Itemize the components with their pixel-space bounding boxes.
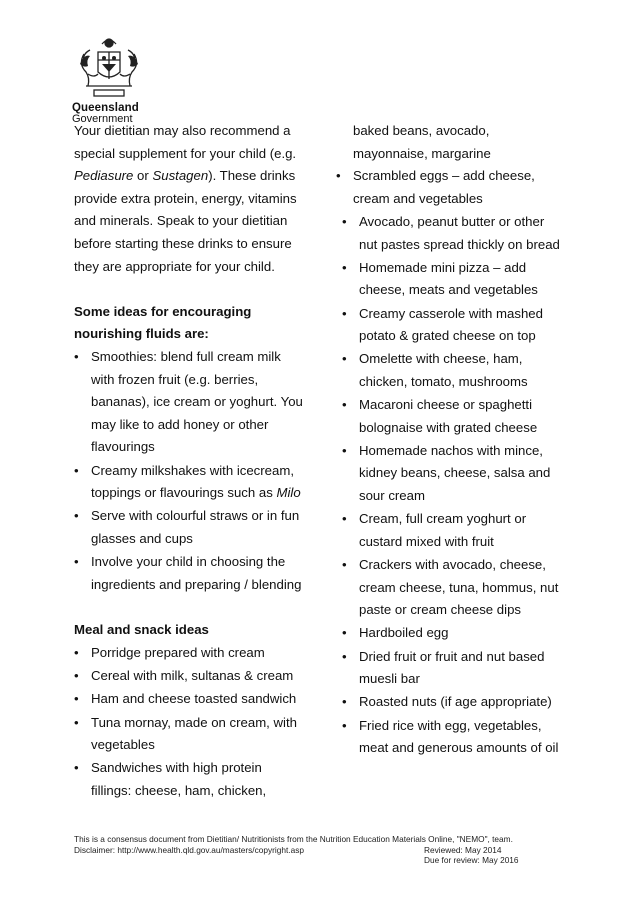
list-item-line: vegetables	[91, 737, 155, 753]
brand-sustagen: Sustagen	[152, 168, 209, 184]
bullet-icon: •	[336, 168, 341, 184]
list-item-line: Homemade nachos with mince,	[359, 442, 543, 458]
intro-paragraph	[74, 120, 314, 278]
footer-row	[74, 855, 564, 866]
list-item-line: meat and generous amounts of oil	[359, 740, 559, 756]
list-item-line: ingredients and preparing / blending	[91, 576, 302, 592]
continued-text	[336, 120, 576, 165]
list-item-line: Fried rice with egg, vegetables,	[359, 717, 542, 733]
list-item-line: cream cheese, tuna, hommus, nut	[359, 579, 559, 595]
list-item-line: Roasted nuts (if age appropriate)	[359, 694, 552, 710]
bullet-icon: •	[74, 645, 79, 661]
bullet-icon: •	[74, 554, 79, 570]
bullet-icon: •	[342, 648, 347, 664]
list-item-line: Avocado, peanut butter or other	[359, 213, 545, 229]
list-item-line: kidney beans, cheese, salsa and	[359, 465, 551, 481]
list-item-line: bananas), ice cream or yoghurt. You	[91, 394, 303, 410]
list-item-line: Scrambled eggs – add cheese,	[353, 168, 535, 184]
left-column	[74, 120, 314, 803]
list-item	[342, 715, 576, 760]
fluids-heading-line: nourishing fluids are:	[74, 326, 209, 342]
intro-line: Your dietitian may also recommend a	[74, 123, 291, 138]
bullet-icon: •	[74, 691, 79, 707]
list-item-line: Homemade mini pizza – add	[359, 259, 527, 275]
list-item-line: sour cream	[359, 488, 425, 504]
list-item	[74, 757, 314, 802]
list-item-line: Ham and cheese toasted sandwich	[91, 691, 297, 707]
list-item	[342, 394, 576, 439]
list-item	[342, 211, 576, 256]
list-item-line: Creamy milkshakes with icecream,	[91, 462, 294, 478]
bullet-icon: •	[74, 714, 79, 730]
list-item-line: paste or cream cheese dips	[359, 602, 521, 618]
right-column	[336, 120, 576, 760]
intro-line: they are appropriate for your child.	[74, 258, 275, 274]
fluids-heading	[74, 301, 314, 346]
meal-heading: Meal and snack ideas	[74, 622, 209, 638]
list-item	[74, 642, 314, 665]
list-item-line: chicken, tomato, mushrooms	[359, 373, 528, 389]
list-item	[342, 691, 576, 714]
footer-row	[74, 845, 564, 856]
list-item-line: cheese, meats and vegetables	[359, 282, 538, 298]
list-item	[336, 165, 576, 210]
list-item-line: may like to add honey or other	[91, 416, 269, 432]
fluids-list	[74, 346, 314, 596]
list-item	[342, 348, 576, 393]
logo-wordmark-queensland: Queensland	[72, 102, 139, 114]
continued-line: mayonnaise, margarine	[353, 145, 491, 161]
list-item	[342, 622, 576, 645]
footer-due: Due for review: May 2016	[424, 855, 519, 865]
bullet-icon: •	[342, 557, 347, 573]
list-item-line: Cereal with milk, sultanas & cream	[91, 668, 294, 684]
list-item-line: with frozen fruit (e.g. berries,	[91, 371, 259, 387]
list-item-line: Porridge prepared with cream	[91, 645, 265, 661]
list-item-line: Cream, full cream yoghurt or	[359, 511, 527, 527]
list-item-line: Crackers with avocado, cheese,	[359, 557, 546, 573]
list-item-line: Involve your child in choosing the	[91, 554, 286, 570]
list-item-line: Hardboiled egg	[359, 625, 449, 641]
intro-or: or	[133, 168, 153, 184]
meals-list	[74, 642, 314, 803]
bullet-icon: •	[74, 760, 79, 776]
list-item-line: Creamy casserole with mashed	[359, 305, 543, 321]
bullet-icon: •	[342, 397, 347, 413]
list-item	[74, 505, 314, 550]
list-item-line: Serve with colourful straws or in fun	[91, 508, 300, 524]
list-item	[342, 257, 576, 302]
bullet-icon: •	[342, 625, 347, 641]
bullet-icon: •	[74, 462, 79, 478]
bullet-icon: •	[342, 511, 347, 527]
footer-reviewed: Reviewed: May 2014	[424, 844, 502, 855]
intro-line: and minerals. Speak to your dietitian	[74, 213, 288, 229]
logo-wordmark-government: Government	[72, 113, 133, 125]
fluids-heading-line: Some ideas for encouraging	[74, 303, 252, 319]
list-item-line: Sandwiches with high protein	[91, 760, 262, 776]
footer-consensus: This is a consensus document from Dietitian/ Nutritionists from the Nutrition Education Materials Online, "NEMO", team.	[74, 834, 513, 844]
list-item	[342, 646, 576, 691]
list-item-line: potato & grated cheese on top	[359, 328, 536, 344]
list-item-line: fillings: cheese, ham, chicken,	[91, 782, 267, 798]
list-item-line: Dried fruit or fruit and nut based	[359, 648, 545, 664]
bullet-icon: •	[342, 351, 347, 367]
list-item-line: toppings or flavourings such as	[91, 485, 277, 501]
list-item	[74, 712, 314, 757]
list-item	[342, 440, 576, 508]
brand-milo: Milo	[276, 485, 301, 501]
bullet-icon: •	[74, 668, 79, 684]
list-item	[342, 303, 576, 348]
continued-line: baked beans, avocado,	[353, 123, 490, 138]
list-item	[342, 508, 576, 553]
intro-line: special supplement for your child (e.g.	[74, 145, 297, 161]
list-item-line: Macaroni cheese or spaghetti	[359, 397, 533, 413]
list-item	[74, 665, 314, 688]
bullet-icon: •	[342, 442, 347, 458]
list-item	[74, 688, 314, 711]
coat-of-arms-icon	[72, 34, 146, 102]
list-item-line: bolognaise with grated cheese	[359, 419, 538, 435]
list-item-line: Tuna mornay, made on cream, with	[91, 714, 297, 730]
intro-after: ). These drinks	[208, 168, 296, 184]
list-item	[74, 346, 314, 459]
list-item-line: muesli bar	[359, 671, 420, 687]
list-item-line: nut pastes spread thickly on bread	[359, 236, 560, 252]
brand-pediasure: Pediasure	[74, 168, 134, 184]
bullet-icon: •	[74, 508, 79, 524]
bullet-icon: •	[342, 694, 347, 710]
meals-list-continued	[336, 165, 576, 760]
queensland-government-logo	[72, 34, 146, 126]
list-item	[74, 551, 314, 596]
list-item-line: glasses and cups	[91, 530, 193, 546]
list-item	[74, 460, 314, 505]
list-item-line: Smoothies: blend full cream milk	[91, 348, 281, 364]
list-item-line: Omelette with cheese, ham,	[359, 351, 523, 367]
list-item-line: custard mixed with fruit	[359, 533, 494, 549]
footer	[74, 834, 564, 866]
list-item-line: cream and vegetables	[353, 190, 483, 206]
list-item	[342, 554, 576, 622]
intro-line: before starting these drinks to ensure	[74, 235, 292, 251]
list-item-line: flavourings	[91, 439, 155, 455]
bullet-icon: •	[342, 717, 347, 733]
bullet-icon: •	[342, 213, 347, 229]
bullet-icon: •	[74, 348, 79, 364]
intro-line: provide extra protein, energy, vitamins	[74, 190, 297, 206]
footer-disclaimer: Disclaimer: http://www.health.qld.gov.au/masters/copyright.asp	[74, 844, 304, 855]
bullet-icon: •	[342, 259, 347, 275]
bullet-icon: •	[342, 305, 347, 321]
